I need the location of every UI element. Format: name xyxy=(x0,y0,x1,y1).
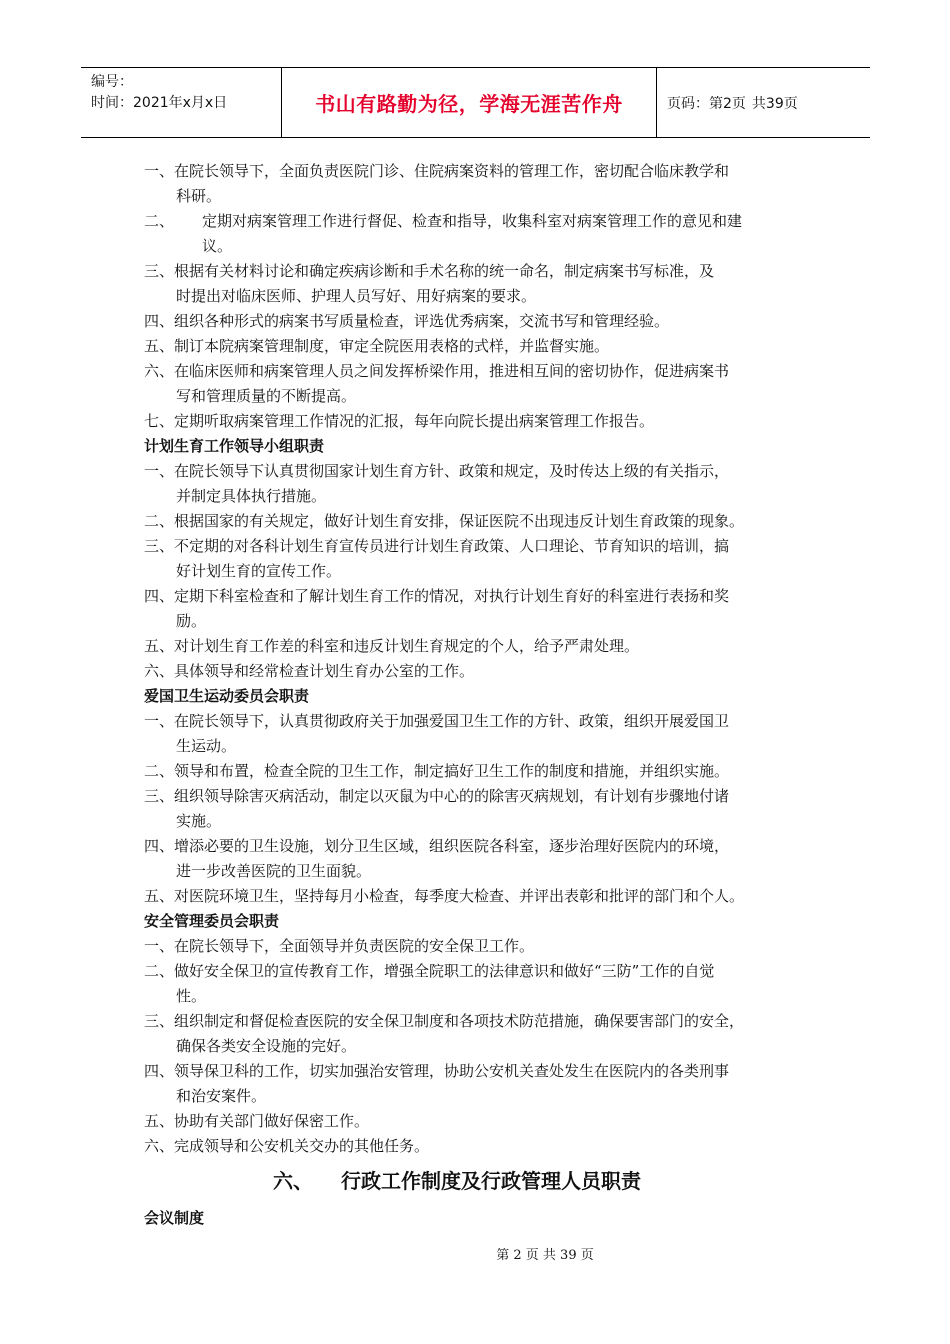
list-item-line1: 一、在院长领导下认真贯彻国家计划生育方针、政策和规定，及时传达上级的有关指示， xyxy=(144,462,730,480)
list-item: 六、完成领导和公安机关交办的其他任务。 xyxy=(144,1137,430,1155)
list-item-2-number: 二、 xyxy=(144,212,175,230)
list-item-line1: 二、做好安全保卫的宣传教育工作，增强全院职工的法律意识和做好“三防”工作的自觉 xyxy=(144,962,715,980)
section-title: 安全管理委员会职责 xyxy=(144,912,280,930)
list-item-2-line2: 议。 xyxy=(202,237,233,255)
list-item-line1: 四、增添必要的卫生设施，划分卫生区域，组织医院各科室，逐步治理好医院内的环境， xyxy=(144,837,730,855)
list-item-line2: 进一步改善医院的卫生面貌。 xyxy=(176,862,372,880)
list-item: 五、对计划生育工作差的科室和违反计划生育规定的个人，给予严肃处理。 xyxy=(144,637,640,655)
header-motto-cell xyxy=(282,68,657,137)
list-item-3-line1: 三、根据有关材料讨论和确定疾病诊断和手术名称的统一命名，制定病案书写标准，及 xyxy=(144,262,715,280)
list-item: 二、领导和布置，检查全院的卫生工作，制定搞好卫生工作的制度和措施，并组织实施。 xyxy=(144,762,730,780)
list-item: 六、具体领导和经常检查计划生育办公室的工作。 xyxy=(144,662,475,680)
page-footer xyxy=(0,1247,950,1265)
section-title: 计划生育工作领导小组职责 xyxy=(144,437,325,455)
list-item-line1: 三、不定期的对各科计划生育宣传员进行计划生育政策、人口理论、节育知识的培训，搞 xyxy=(144,537,730,555)
list-item-4: 四、组织各种形式的病案书写质量检查，评选优秀病案，交流书写和管理经验。 xyxy=(144,312,670,330)
list-item-line2: 好计划生育的宣传工作。 xyxy=(176,562,342,580)
list-item-line2: 励。 xyxy=(176,612,207,630)
list-item: 一、在院长领导下，全面领导并负责医院的安全保卫工作。 xyxy=(144,937,535,955)
subheading-meeting-system: 会议制度 xyxy=(144,1209,205,1227)
document-date-label: 时间：2021年x月x日 xyxy=(91,95,228,111)
list-item-line1: 三、组织制定和督促检查医院的安全保卫制度和各项技术防范措施，确保要害部门的安全， xyxy=(144,1012,745,1030)
header-meta xyxy=(81,68,282,137)
list-item-1-line2: 科研。 xyxy=(176,187,222,205)
header-total-label: 共39页 xyxy=(751,95,798,112)
list-item-line2: 实施。 xyxy=(176,812,222,830)
list-item-1-line1: 一、在院长领导下，全面负责医院门诊、住院病案资料的管理工作，密切配合临床教学和 xyxy=(144,162,730,180)
list-item: 二、根据国家的有关规定，做好计划生育安排，保证医院不出现违反计划生育政策的现象。 xyxy=(144,512,745,530)
list-item-line2: 性。 xyxy=(176,987,207,1005)
list-item-line1: 四、领导保卫科的工作，切实加强治安管理，协助公安机关查处发生在医院内的各类刑事 xyxy=(144,1062,730,1080)
list-item-6-line1: 六、在临床医师和病案管理人员之间发挥桥梁作用，推进相互间的密切协作，促进病案书 xyxy=(144,362,730,380)
header-page-info xyxy=(657,68,870,137)
list-item-3-line2: 时提出对临床医师、护理人员写好、用好病案的要求。 xyxy=(176,287,537,305)
list-item-5: 五、制订本院病案管理制度，审定全院医用表格的式样，并监督实施。 xyxy=(144,337,610,355)
list-item-line1: 一、在院长领导下，认真贯彻政府关于加强爱国卫生工作的方针、政策，组织开展爱国卫 xyxy=(144,712,730,730)
chapter-number: 六、 xyxy=(273,1169,313,1193)
list-item: 五、协助有关部门做好保密工作。 xyxy=(144,1112,370,1130)
list-item-line1: 四、定期下科室检查和了解计划生育工作的情况，对执行计划生育好的科室进行表扬和奖 xyxy=(144,587,730,605)
section-title: 爱国卫生运动委员会职责 xyxy=(144,687,310,705)
list-item-line2: 并制定具体执行措施。 xyxy=(176,487,327,505)
document-header xyxy=(81,67,870,138)
footer-page-number: 第 2 页 共 39 页 xyxy=(496,1248,594,1263)
list-item-line2: 确保各类安全设施的完好。 xyxy=(176,1037,357,1055)
list-item-line2: 生运动。 xyxy=(176,737,237,755)
list-item-line2: 和治安案件。 xyxy=(176,1087,267,1105)
header-motto: 书山有路勤为径，学海无涯苦作舟 xyxy=(315,92,623,116)
list-item-6-line2: 写和管理质量的不断提高。 xyxy=(176,387,357,405)
list-item-2-line1: 定期对病案管理工作进行督促、检查和指导，收集科室对病案管理工作的意见和建 xyxy=(202,212,743,230)
list-item-7: 七、定期听取病案管理工作情况的汇报，每年向院长提出病案管理工作报告。 xyxy=(144,412,655,430)
list-item-line1: 三、组织领导除害灭病活动，制定以灭鼠为中心的的除害灭病规划，有计划有步骤地付诸 xyxy=(144,787,730,805)
header-page-label: 页码：第2页 xyxy=(667,95,746,112)
chapter-title: 行政工作制度及行政管理人员职责 xyxy=(341,1169,641,1193)
list-item: 五、对医院环境卫生，坚持每月小检查，每季度大检查、并评出表彰和批评的部门和个人。 xyxy=(144,887,745,905)
document-number-label: 编号： xyxy=(91,74,133,90)
